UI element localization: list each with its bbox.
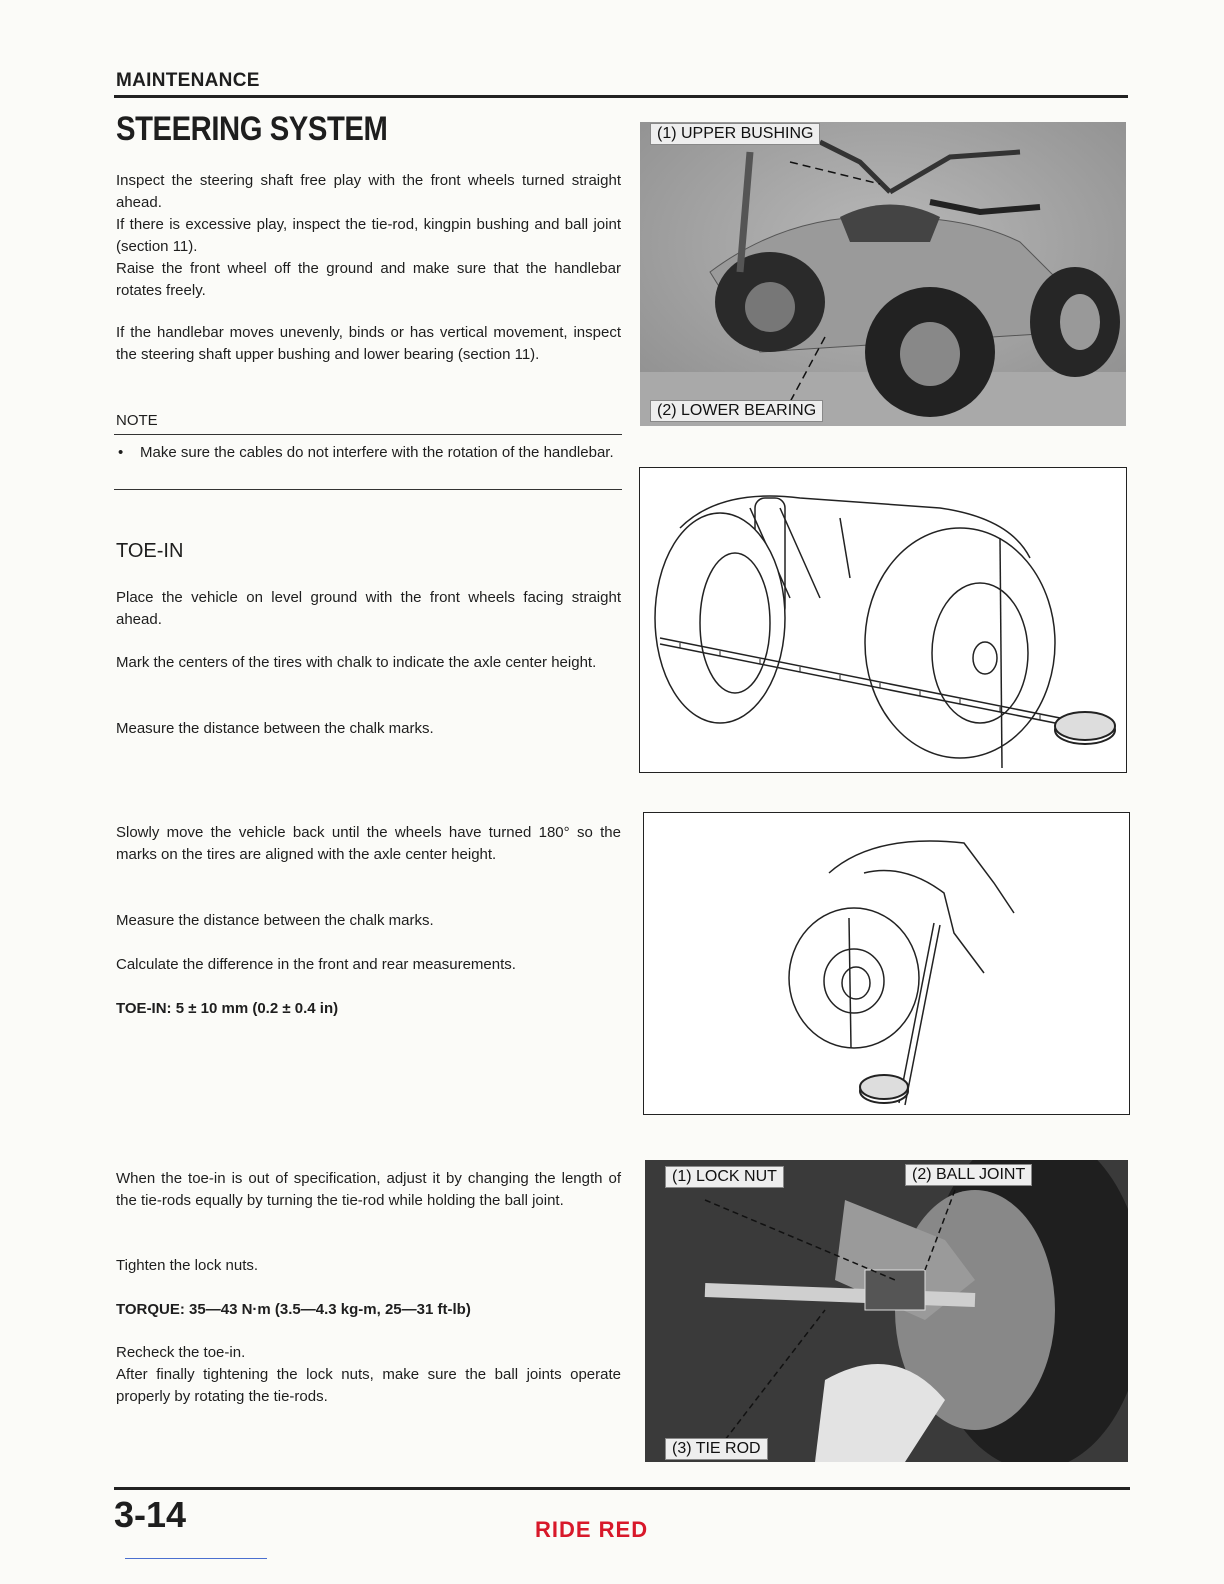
front-diagram-drawing bbox=[640, 468, 1126, 772]
toe-in-spec-value: 5 ± 10 mm (0.2 ± 0.4 in) bbox=[175, 1000, 339, 1017]
toe-in-spec bbox=[116, 998, 621, 1020]
toe-in-para-4: Slowly move the vehicle back until the wheels have turned 180° so the marks on the tires are aligned with the axle center height. bbox=[116, 824, 621, 863]
toe-in-para-5: Measure the distance between the chalk marks. bbox=[116, 912, 434, 929]
brand-logo: RIDE RED bbox=[535, 1517, 649, 1542]
steering-para-4: If the handlebar moves unevenly, binds or has vertical movement, inspect the steering shaft upper bushing and lower bearing (section 11). bbox=[116, 324, 621, 363]
toe-in-front-diagram bbox=[639, 467, 1127, 773]
upper-bushing-callout: (1) UPPER BUSHING bbox=[650, 123, 820, 145]
note-bottom-rule bbox=[114, 489, 622, 490]
toe-in-para-9: Recheck the toe-in. bbox=[116, 1344, 246, 1361]
toe-in-para-3: Measure the distance between the chalk marks. bbox=[116, 720, 434, 737]
steering-para-3: Raise the front wheel off the ground and make sure that the handlebar rotates freely. bbox=[116, 260, 621, 299]
page-number: 3-14 bbox=[114, 1494, 187, 1535]
toe-in-rear-diagram bbox=[643, 812, 1130, 1115]
section-header: MAINTENANCE bbox=[116, 70, 260, 91]
bottom-link-underline bbox=[125, 1558, 267, 1559]
toe-in-para-8: Tighten the lock nuts. bbox=[116, 1257, 259, 1274]
header-divider bbox=[114, 95, 1128, 98]
tie-rod-callout: (3) TIE ROD bbox=[665, 1438, 768, 1460]
bullet-dot: • bbox=[118, 444, 124, 461]
toe-in-para-6: Calculate the difference in the front and rear measurements. bbox=[116, 956, 516, 973]
toe-in-para-10: After finally tightening the lock nuts, make sure the ball joints operate properly by rotating the tie-rods. bbox=[116, 1366, 621, 1405]
toe-in-para-2: Mark the centers of the tires with chalk to indicate the axle center height. bbox=[116, 654, 597, 671]
steering-intro bbox=[116, 170, 621, 302]
lower-bearing-callout: (2) LOWER BEARING bbox=[650, 400, 823, 422]
toe-in-para-1: Place the vehicle on level ground with the front wheels facing straight ahead. bbox=[116, 589, 621, 628]
page-title: STEERING SYSTEM bbox=[116, 110, 388, 148]
steering-para-1: Inspect the steering shaft free play with the front wheels turned straight ahead. bbox=[116, 172, 621, 211]
toe-in-spec-label: TOE-IN: bbox=[116, 1000, 172, 1017]
footer-divider bbox=[114, 1487, 1130, 1490]
lock-nut-callout: (1) LOCK NUT bbox=[665, 1166, 784, 1188]
toe-in-recheck bbox=[116, 1342, 621, 1408]
tie-rod-photo-drawing bbox=[645, 1160, 1128, 1462]
steering-para-2: If there is excessive play, inspect the tie-rod, kingpin bushing and ball joint (section 11). bbox=[116, 216, 621, 255]
note-bullet-text: Make sure the cables do not interfere with the rotation of the handlebar. bbox=[140, 444, 614, 461]
rear-diagram-drawing bbox=[644, 813, 1129, 1114]
atv-photo bbox=[640, 122, 1126, 426]
tie-rod-photo bbox=[645, 1160, 1128, 1462]
atv-photo-drawing bbox=[640, 122, 1126, 426]
note-label: NOTE bbox=[116, 412, 158, 429]
toe-in-para-7: When the toe-in is out of specification, adjust it by changing the length of the tie-rods equally by turning the tie-rod while holding the ball joint. bbox=[116, 1170, 621, 1209]
note-top-rule bbox=[114, 434, 622, 435]
ball-joint-callout: (2) BALL JOINT bbox=[905, 1164, 1032, 1186]
torque-spec: TORQUE: 35—43 N·m (3.5—4.3 kg-m, 25—31 ft-lb) bbox=[116, 1301, 471, 1318]
toe-in-heading: TOE-IN bbox=[116, 540, 184, 562]
